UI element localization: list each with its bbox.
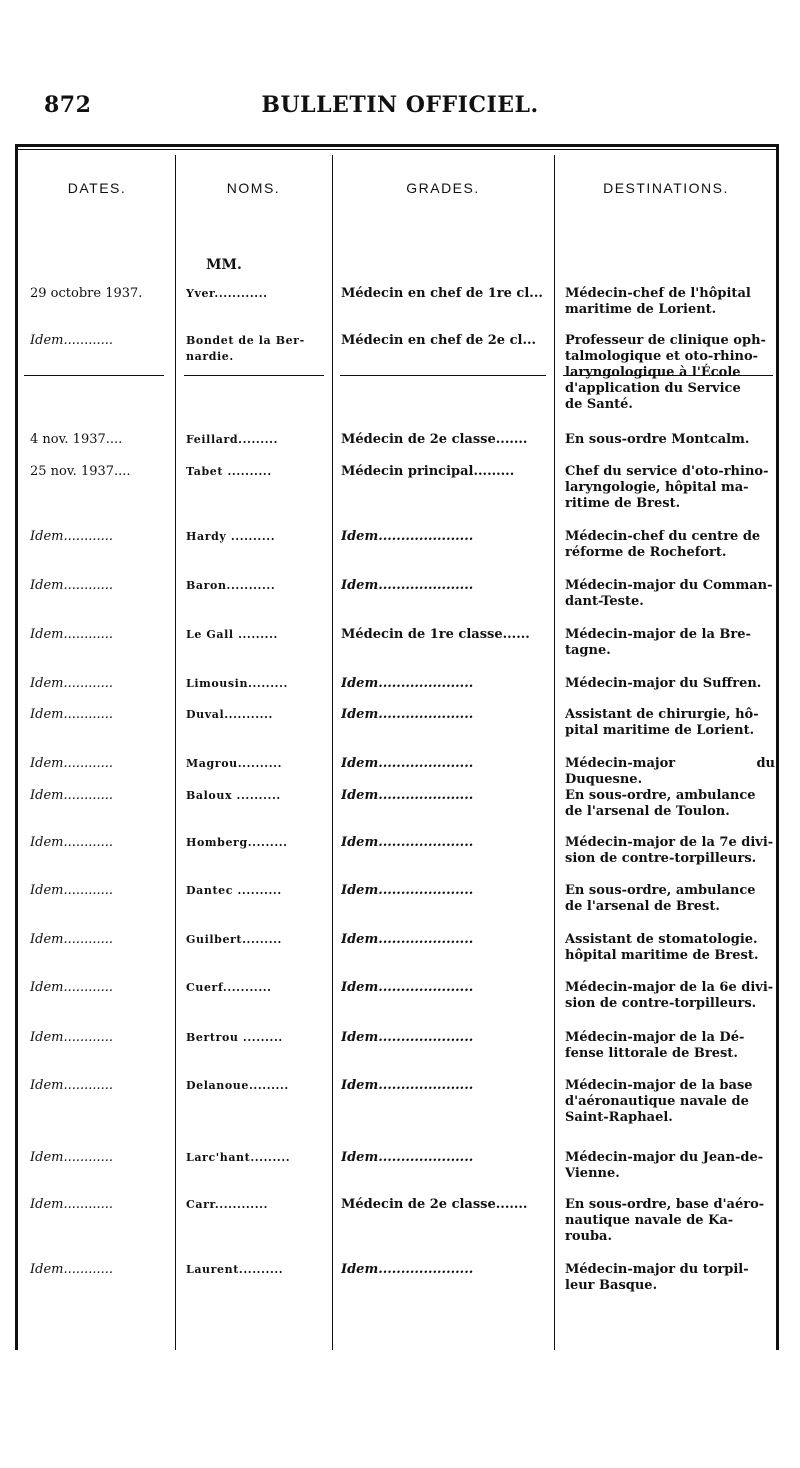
destination-cell: [565, 1262, 775, 1294]
name-line: nardie.: [186, 350, 234, 363]
grade-cell: Médecin en chef de 1re cl...: [341, 286, 543, 301]
destination-line: Vienne.: [565, 1166, 620, 1181]
destination-cell: [565, 788, 775, 820]
destination-line: En sous-ordre Montcalm.: [565, 432, 750, 447]
destination-line: Chef du service d'oto-rhino-: [565, 464, 769, 479]
date-cell: Idem............: [30, 1197, 114, 1212]
destination-line: maritime de Lorient.: [565, 302, 717, 317]
name-cell: Duval...........: [186, 708, 273, 721]
grade-cell: Idem.....................: [341, 676, 474, 691]
header-rule: [340, 375, 546, 376]
name-cell: Laurent..........: [186, 1263, 284, 1276]
date-cell: 4 nov. 1937....: [30, 432, 123, 447]
destination-line: réforme de Rochefort.: [565, 545, 727, 560]
grade-cell: Idem.....................: [341, 980, 474, 995]
destination-line: rouba.: [565, 1229, 613, 1244]
grade-cell: Médecin de 2e classe.......: [341, 1197, 528, 1212]
grade-cell: Idem.....................: [341, 1030, 474, 1045]
grade-cell: Idem.....................: [341, 883, 474, 898]
destination-line: Médecin-chef de l'hôpital: [565, 286, 751, 301]
name-cell: [186, 333, 326, 365]
grade-cell: Idem.....................: [341, 788, 474, 803]
destination-line: ritime de Brest.: [565, 496, 681, 511]
destination-cell: [565, 1197, 775, 1245]
name-cell: Cuerf...........: [186, 981, 272, 994]
destination-cell: [565, 707, 775, 739]
date-cell: Idem............: [30, 676, 114, 691]
destination-line: laryngologique à l'École: [565, 365, 741, 380]
destination-cell: [565, 1078, 775, 1126]
date-cell: Idem............: [30, 1262, 114, 1277]
grade-cell: Médecin en chef de 2e cl...: [341, 333, 537, 348]
date-cell: Idem............: [30, 707, 114, 722]
name-cell: Larc'hant.........: [186, 1151, 291, 1164]
date-cell: Idem............: [30, 756, 114, 771]
page-number: 872: [44, 92, 92, 118]
header-rule: [184, 375, 324, 376]
destination-line: Médecin-major du Suffren.: [565, 676, 762, 691]
date-cell: Idem............: [30, 1030, 114, 1045]
destination-line: En sous-ordre, ambulance: [565, 788, 756, 803]
destination-line: Médecin-major de la Dé-: [565, 1030, 745, 1045]
grade-cell: Idem.....................: [341, 756, 474, 771]
name-cell: Baron...........: [186, 579, 276, 592]
destination-cell: [565, 529, 775, 561]
destination-line: Médecin-major du Duquesne.: [565, 756, 775, 787]
name-cell: Limousin.........: [186, 677, 288, 690]
destination-line: Médecin-major du torpil-: [565, 1262, 749, 1277]
date-cell: Idem............: [30, 1150, 114, 1165]
date-cell: Idem............: [30, 883, 114, 898]
destination-cell: [565, 627, 775, 659]
column-header-destinations: DESTINATIONS.: [603, 180, 729, 196]
destination-cell: [565, 676, 775, 692]
destination-line: laryngologie, hôpital ma-: [565, 480, 749, 495]
name-cell: Homberg.........: [186, 836, 288, 849]
grade-cell: Idem.....................: [341, 1078, 474, 1093]
name-cell: Hardy ..........: [186, 530, 276, 543]
destination-cell: [565, 333, 775, 413]
date-cell: Idem............: [30, 529, 114, 544]
grade-cell: Idem.....................: [341, 707, 474, 722]
name-cell: Guilbert.........: [186, 933, 282, 946]
column-header-grades: GRADES.: [406, 180, 480, 196]
destination-line: tagne.: [565, 643, 611, 658]
grade-cell: Idem.....................: [341, 578, 474, 593]
name-cell: Delanoue.........: [186, 1079, 289, 1092]
column-divider: [332, 155, 333, 1350]
destination-line: nautique navale de Ka-: [565, 1213, 734, 1228]
date-cell: Idem............: [30, 333, 114, 348]
name-cell: Bertrou .........: [186, 1031, 283, 1044]
destination-line: d'aéronautique navale de: [565, 1094, 749, 1109]
grade-cell: Idem.....................: [341, 835, 474, 850]
destination-line: En sous-ordre, base d'aéro-: [565, 1197, 765, 1212]
grade-cell: Médecin de 2e classe.......: [341, 432, 528, 447]
name-cell: Carr............: [186, 1198, 269, 1211]
name-cell: Tabet ..........: [186, 465, 272, 478]
date-cell: Idem............: [30, 578, 114, 593]
destination-line: Médecin-major de la 7e divi-: [565, 835, 774, 850]
destination-cell: [565, 932, 775, 964]
date-cell: Idem............: [30, 980, 114, 995]
destination-line: de l'arsenal de Toulon.: [565, 804, 730, 819]
destination-line: Professeur de clinique oph-: [565, 333, 766, 348]
name-cell: Feillard.........: [186, 433, 279, 446]
name-cell: Magrou..........: [186, 757, 283, 770]
destination-cell: [565, 883, 775, 915]
destination-line: pital maritime de Lorient.: [565, 723, 755, 738]
destination-line: de l'arsenal de Brest.: [565, 899, 720, 914]
date-cell: 25 nov. 1937....: [30, 464, 131, 479]
name-cell: Dantec ..........: [186, 884, 282, 897]
destination-cell: [565, 835, 775, 867]
destination-cell: [565, 1150, 775, 1182]
destination-line: fense littorale de Brest.: [565, 1046, 738, 1061]
column-divider: [175, 155, 176, 1350]
name-cell: Yver............: [186, 287, 268, 300]
date-cell: 29 octobre 1937.: [30, 286, 143, 301]
column-header-noms: NOMS.: [226, 180, 281, 196]
destination-line: En sous-ordre, ambulance: [565, 883, 756, 898]
destination-cell: [565, 756, 775, 788]
grade-cell: Idem.....................: [341, 932, 474, 947]
destination-line: Médecin-chef du centre de: [565, 529, 761, 544]
destination-cell: [565, 286, 775, 318]
header-rule: [24, 375, 164, 376]
page-header: BULLETIN OFFICIEL.: [261, 92, 539, 118]
destination-line: Médecin-major de la 6e divi-: [565, 980, 774, 995]
destination-line: dant-Teste.: [565, 594, 644, 609]
destination-line: sion de contre-torpilleurs.: [565, 851, 757, 866]
column-divider: [554, 155, 555, 1350]
destination-line: de Santé.: [565, 397, 633, 412]
destination-cell: [565, 980, 775, 1012]
destination-cell: [565, 432, 775, 448]
grade-cell: Idem.....................: [341, 1262, 474, 1277]
destination-line: Assistant de stomatologie.: [565, 932, 758, 947]
destination-line: leur Basque.: [565, 1278, 658, 1293]
destination-line: talmologique et oto-rhino-: [565, 349, 759, 364]
date-cell: Idem............: [30, 932, 114, 947]
destination-line: hôpital maritime de Brest.: [565, 948, 759, 963]
destination-line: Saint-Raphael.: [565, 1110, 673, 1125]
destination-line: Médecin-major du Jean-de-: [565, 1150, 764, 1165]
destination-line: Assistant de chirurgie, hô-: [565, 707, 759, 722]
date-cell: Idem............: [30, 788, 114, 803]
name-line: Bondet de la Ber-: [186, 334, 305, 347]
mm-label: MM.: [206, 257, 242, 273]
name-cell: Le Gall .........: [186, 628, 278, 641]
destination-line: sion de contre-torpilleurs.: [565, 996, 757, 1011]
grade-cell: Idem.....................: [341, 1150, 474, 1165]
date-cell: Idem............: [30, 1078, 114, 1093]
grade-cell: Médecin principal.........: [341, 464, 515, 479]
date-cell: Idem............: [30, 835, 114, 850]
destination-line: Médecin-major de la Bre-: [565, 627, 751, 642]
name-cell: Baloux ..........: [186, 789, 281, 802]
destination-line: Médecin-major du Comman-: [565, 578, 773, 593]
destination-cell: [565, 464, 775, 512]
date-cell: Idem............: [30, 627, 114, 642]
destination-cell: [565, 578, 775, 610]
destination-cell: [565, 1030, 775, 1062]
destination-line: Médecin-major de la base: [565, 1078, 753, 1093]
column-header-dates: DATES.: [67, 180, 127, 196]
grade-cell: Idem.....................: [341, 529, 474, 544]
grade-cell: Médecin de 1re classe......: [341, 627, 530, 642]
destination-line: d'application du Service: [565, 381, 741, 396]
